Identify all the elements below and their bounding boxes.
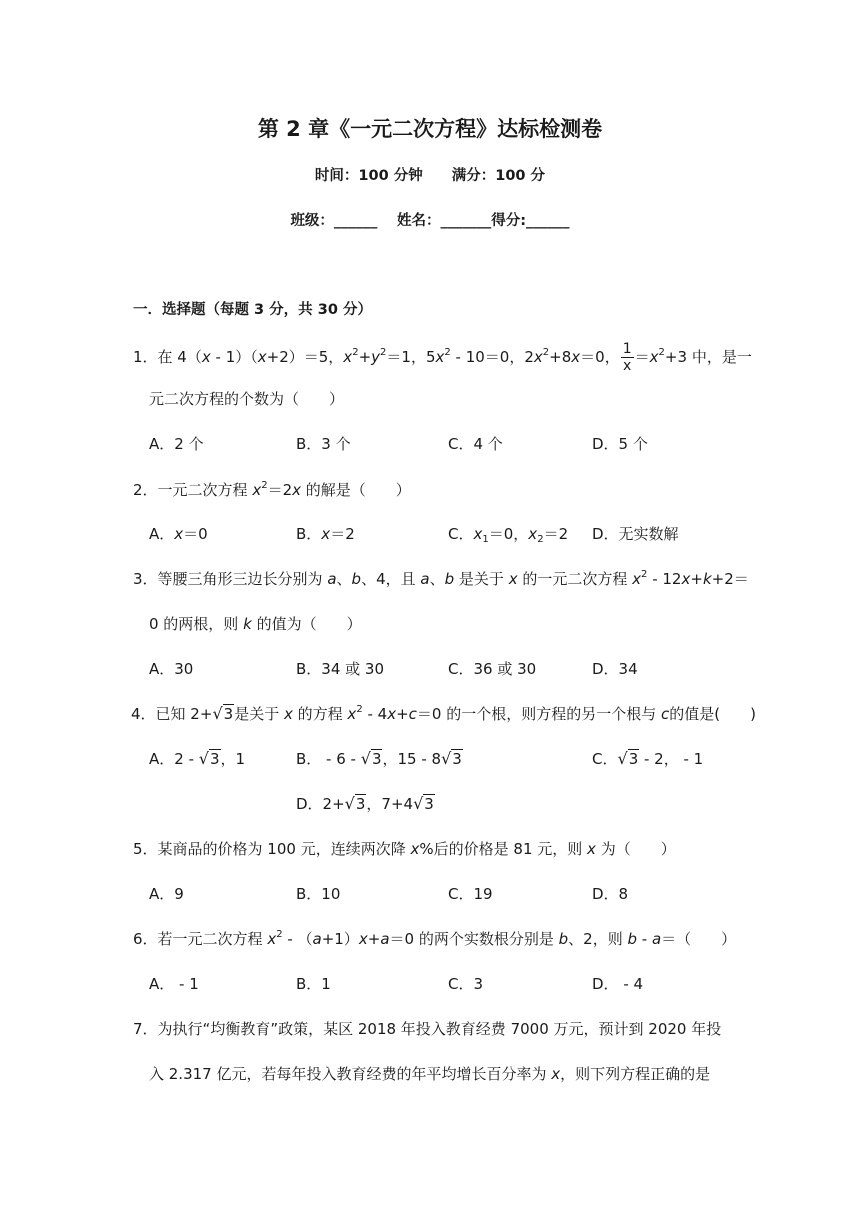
q2-option-b: B．x＝2 — [296, 525, 355, 543]
question-2: 2．一元二次方程 $x^2=2x$ 的解是（ ） — [133, 480, 411, 499]
q1-option-c: C．4 个 — [448, 435, 503, 453]
q6-option-d: D． - 4 — [592, 975, 644, 993]
q1-option-a: A．2 个 — [149, 435, 204, 453]
q3-option-a: A．30 — [149, 660, 194, 678]
fraction-one-over-x: $\frac{1}{x}$ — [622, 341, 632, 374]
question-7-line-1: 7．为执行“均衡教育”政策，某区 2018 年投入教育经费 7000 万元，预计到 2020 年投 — [133, 1020, 722, 1038]
q3-option-d: D．34 — [592, 660, 638, 678]
q2-option-d: D．无实数解 — [592, 525, 679, 543]
question-1-line-1: 1．在 4（x - 1）（x+2）＝5，$x^2+y^2=1$，$5x^2 - 10=0$，$2x^2+8x=0$， $\frac{1}{x}$ $=x^2+3$ 中，是一 — [133, 341, 752, 374]
q6-option-c: C．3 — [448, 975, 484, 993]
question-3-line-2: 0 的两根，则 k 的值为（ ） — [149, 615, 362, 633]
q5-option-c: C．19 — [448, 885, 493, 903]
document-title: 第 2 章《一元二次方程》达标检测卷 — [257, 117, 603, 141]
student-info-line: 班级：______ 姓名：_______得分:______ — [290, 213, 570, 229]
sqrt-3: √3 — [212, 704, 234, 723]
q5-option-a: A．9 — [149, 885, 184, 903]
q2-option-a: A．x＝0 — [149, 525, 208, 543]
q1-option-d: D．5 个 — [592, 435, 648, 453]
q5-option-b: B．10 — [296, 885, 341, 903]
q6-option-a: A． - 1 — [149, 975, 199, 993]
question-5: 5．某商品的价格为 100 元，连续两次降 x%后的价格是 81 元，则 x 为（ ） — [133, 840, 676, 858]
time-score-line: 时间：100 分钟 满分：100 分 — [314, 168, 546, 184]
q6-option-b: B．1 — [296, 975, 331, 993]
q4-option-d: D．2+√3，7+4√3 — [296, 794, 434, 813]
question-1-line-2: 元二次方程的个数为（ ） — [149, 390, 345, 408]
q2-option-c: C．$x_1=0$，$x_2=2$ — [448, 525, 569, 545]
question-3-line-1: 3．等腰三角形三边长分别为 a、b、4，且 a、b 是关于 x 的一元二次方程 $x^2 - 12x+k+2=$ — [133, 569, 749, 588]
q3-option-c: C．36 或 30 — [448, 660, 537, 678]
section-heading: 一．选择题（每题 3 分，共 30 分） — [133, 302, 372, 318]
question-6: 6．若一元二次方程 $x^2 - (a+1)x+a=0$ 的两个实数根分别是 b、2，则 b - a＝（ ） — [133, 929, 737, 948]
q3-option-b: B．34 或 30 — [296, 660, 385, 678]
q4-option-b: B． - 6 - √3，15 - 8√3 — [296, 749, 462, 768]
question-4: 4．已知 2+√3是关于 x 的方程 $x^2 - 4x+c=0$ 的一个根，则方程的另一个根与 c的值是( ) — [131, 704, 756, 723]
q4-option-c: C．√3 - 2， - 1 — [592, 749, 704, 768]
q1-option-b: B．3 个 — [296, 435, 351, 453]
question-7-line-2: 入 2.317 亿元，若每年投入教育经费的年平均增长百分率为 x，则下列方程正确的是 — [149, 1065, 711, 1083]
q4-option-a: A．2 - √3，1 — [149, 749, 246, 768]
q5-option-d: D．8 — [592, 885, 629, 903]
